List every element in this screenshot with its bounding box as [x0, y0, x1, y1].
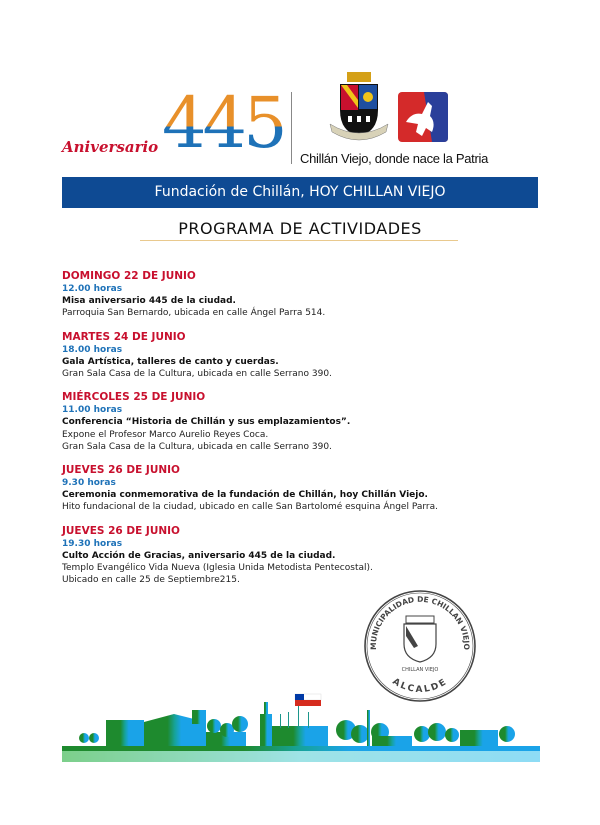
- event-desc: Hito fundacional de la ciudad, ubicado en calle San Bartolomé esquina Ángel Parra.: [62, 502, 438, 513]
- event-title: Ceremonia conmemorativa de la fundación de Chillán, hoy Chillán Viejo.: [62, 490, 428, 501]
- event-item: [62, 464, 532, 514]
- event-desc: Expone el Profesor Marco Aurelio Reyes Coca.: [62, 429, 269, 440]
- chile-flag-icon: [295, 694, 321, 706]
- event-time: 18.00 horas: [62, 344, 123, 355]
- stamp-top-text: MUNICIPALIDAD DE CHILLAN VIEJO: [368, 594, 472, 651]
- divider: [291, 92, 292, 164]
- event-time: 19.30 horas: [62, 538, 123, 549]
- event-time: 12.00 horas: [62, 284, 123, 294]
- event-list: [62, 270, 532, 597]
- event-day: JUEVES 26 DE JUNIO: [62, 524, 180, 537]
- slogan: Chillán Viejo, donde nace la Patria: [300, 151, 489, 166]
- event-desc: Gran Sala Casa de la Cultura, ubicada en calle Serrano 390.: [62, 441, 332, 452]
- aniversario-label: Aniversario: [62, 138, 159, 156]
- event-desc: Ubicado en calle 25 de Septiembre215.: [62, 575, 240, 586]
- title-underline: [140, 240, 458, 241]
- event-day: JUEVES 26 DE JUNIO: [62, 464, 180, 477]
- event-day: MARTES 24 DE JUNIO: [62, 330, 186, 343]
- stamp-bottom-text: ALCALDE: [390, 676, 450, 695]
- event-desc: Templo Evangélico Vida Nueva (Iglesia Unida Metodista Pentecostal).: [62, 563, 373, 574]
- event-time: 9.30 horas: [62, 478, 116, 489]
- event-desc: Gran Sala Casa de la Cultura, ubicada en calle Serrano 390.: [62, 369, 332, 380]
- event-time: 11.00 horas: [62, 405, 123, 416]
- event-desc: Parroquia San Bernardo, ubicada en calle Ángel Parra 514.: [62, 308, 326, 319]
- event-title: Culto Acción de Gracias, aniversario 445 de la ciudad.: [62, 550, 336, 561]
- banner-title: Fundación de Chillán, HOY CHILLAN VIEJO: [62, 177, 538, 208]
- event-item: [62, 391, 532, 453]
- event-day: MIÉRCOLES 25 DE JUNIO: [62, 391, 206, 404]
- rider-logo: [398, 92, 448, 142]
- city-skyline: [62, 690, 540, 762]
- event-item: [62, 331, 532, 381]
- event-item: [62, 270, 532, 320]
- stamp-ribbon-text: CHILLAN VIEJO: [401, 667, 439, 673]
- anniversary-number: 445: [162, 82, 284, 164]
- event-title: Gala Artística, talleres de canto y cuerdas.: [62, 356, 279, 367]
- event-title: Misa aniversario 445 de la ciudad.: [62, 296, 236, 307]
- event-day: DOMINGO 22 DE JUNIO: [62, 270, 196, 282]
- municipal-stamp: [362, 588, 478, 704]
- program-title: PROGRAMA DE ACTIVIDADES: [178, 219, 422, 238]
- event-title: Conferencia “Historia de Chillán y sus emplazamientos”.: [62, 417, 351, 428]
- event-item: [62, 525, 532, 587]
- city-crest-logo: [328, 70, 390, 145]
